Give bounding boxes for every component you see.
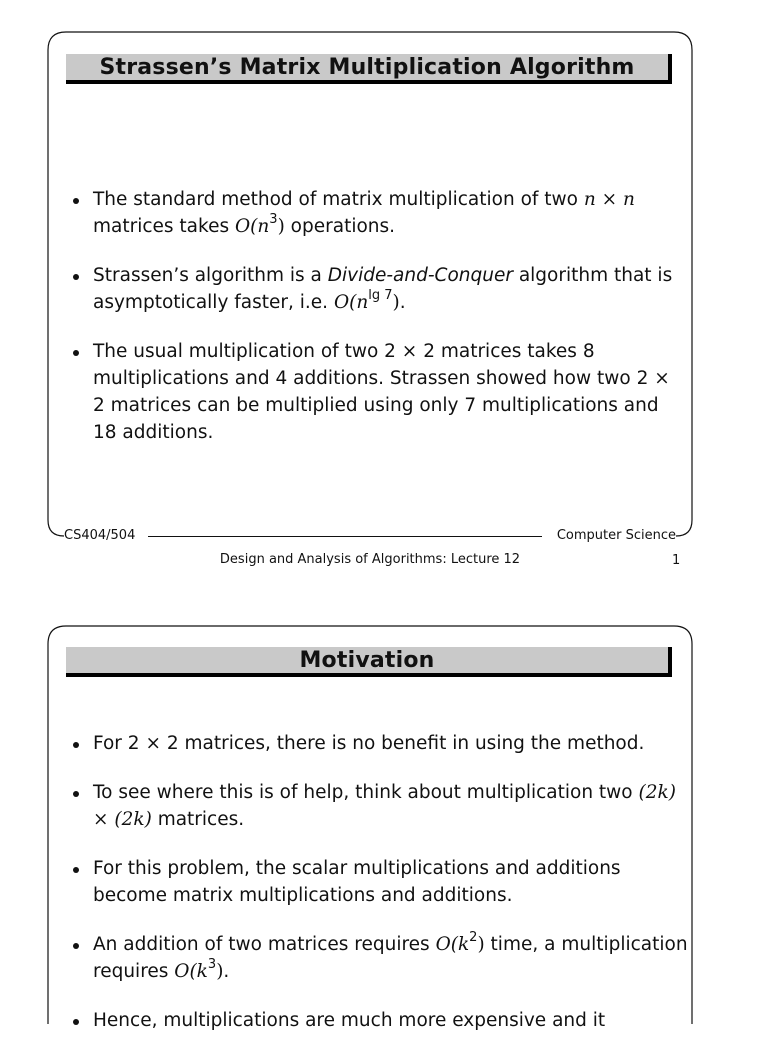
math-superscript: 3 [269,211,278,227]
bullet-text: The standard method of matrix multiplication of two [93,189,584,210]
page-number: 1 [672,553,681,568]
math-part: ) [277,216,285,237]
bullet-text: matrices takes [93,216,235,237]
department-name: Computer Science [556,528,676,543]
bullet-text: The usual multiplication of two 2 × 2 matrices takes 8 multiplications and 4 additions. Strassen showed how two 2 × 2 matrices can be multiplied using only 7 multiplications and 18 additions. [93,341,670,443]
bullet-text: An addition of two matrices requires [93,934,436,955]
math-expression [333,287,400,313]
slide-title: Strassen’s Matrix Multiplication Algorithm [99,55,635,80]
math-part: ) [216,961,224,982]
slide-footer [64,528,676,544]
bullet-text: Hence, multiplications are much more expensive and it [93,1010,606,1031]
lecture-title: Design and Analysis of Algorithms: Lecture 12 [219,552,521,567]
bullet-text: . [399,292,406,313]
bullet-item [72,855,692,909]
math-expression: (2k) × (2k) [93,782,676,830]
math-superscript: 2 [469,929,478,945]
slide-title-bar [66,54,672,84]
bullet-item [72,1007,692,1034]
slide-title-bar [66,647,672,677]
math-expression [234,211,285,237]
bullet-text: time, a multiplication requires [93,934,688,982]
bullet-text: To see where this is of help, think about multiplication two [93,782,639,803]
bullet-text: operations. [284,216,396,237]
math-part: O(n [234,216,270,237]
bullet-item [72,931,692,985]
bullet-item [72,186,692,240]
bullet-item [72,730,692,757]
bullet-text: Strassen’s algorithm is a [93,265,328,286]
bullet-text: algorithm that is asymptotically faster, i.e. [93,265,673,313]
bullet-list [72,186,692,468]
bullet-item [72,779,692,833]
math-superscript: 3 [207,956,217,972]
math-part: ) [392,292,400,313]
math-part: O(n [333,292,369,313]
math-expression: n × n [583,189,635,210]
emphasis-text: Divide-and-Conquer [327,265,513,286]
math-part: O(k [435,934,470,955]
bullet-text: For 2 × 2 matrices, there is no benefit in using the method. [93,733,645,754]
course-code: CS404/504 [64,528,136,543]
math-part: ) [477,934,485,955]
bullet-item [72,262,692,316]
bullet-text: matrices. [151,809,245,830]
bullet-list [72,730,692,1056]
bullet-text: . [223,961,230,982]
math-superscript: lg 7 [368,287,393,303]
slide-title: Motivation [299,648,435,673]
bullet-item [72,338,692,446]
math-expression [174,956,224,982]
bullet-text: For this problem, the scalar multiplications and additions become matrix multiplications and additions. [93,858,621,906]
math-part: O(k [174,961,208,982]
math-expression [435,929,485,955]
footer-rule [148,536,542,537]
